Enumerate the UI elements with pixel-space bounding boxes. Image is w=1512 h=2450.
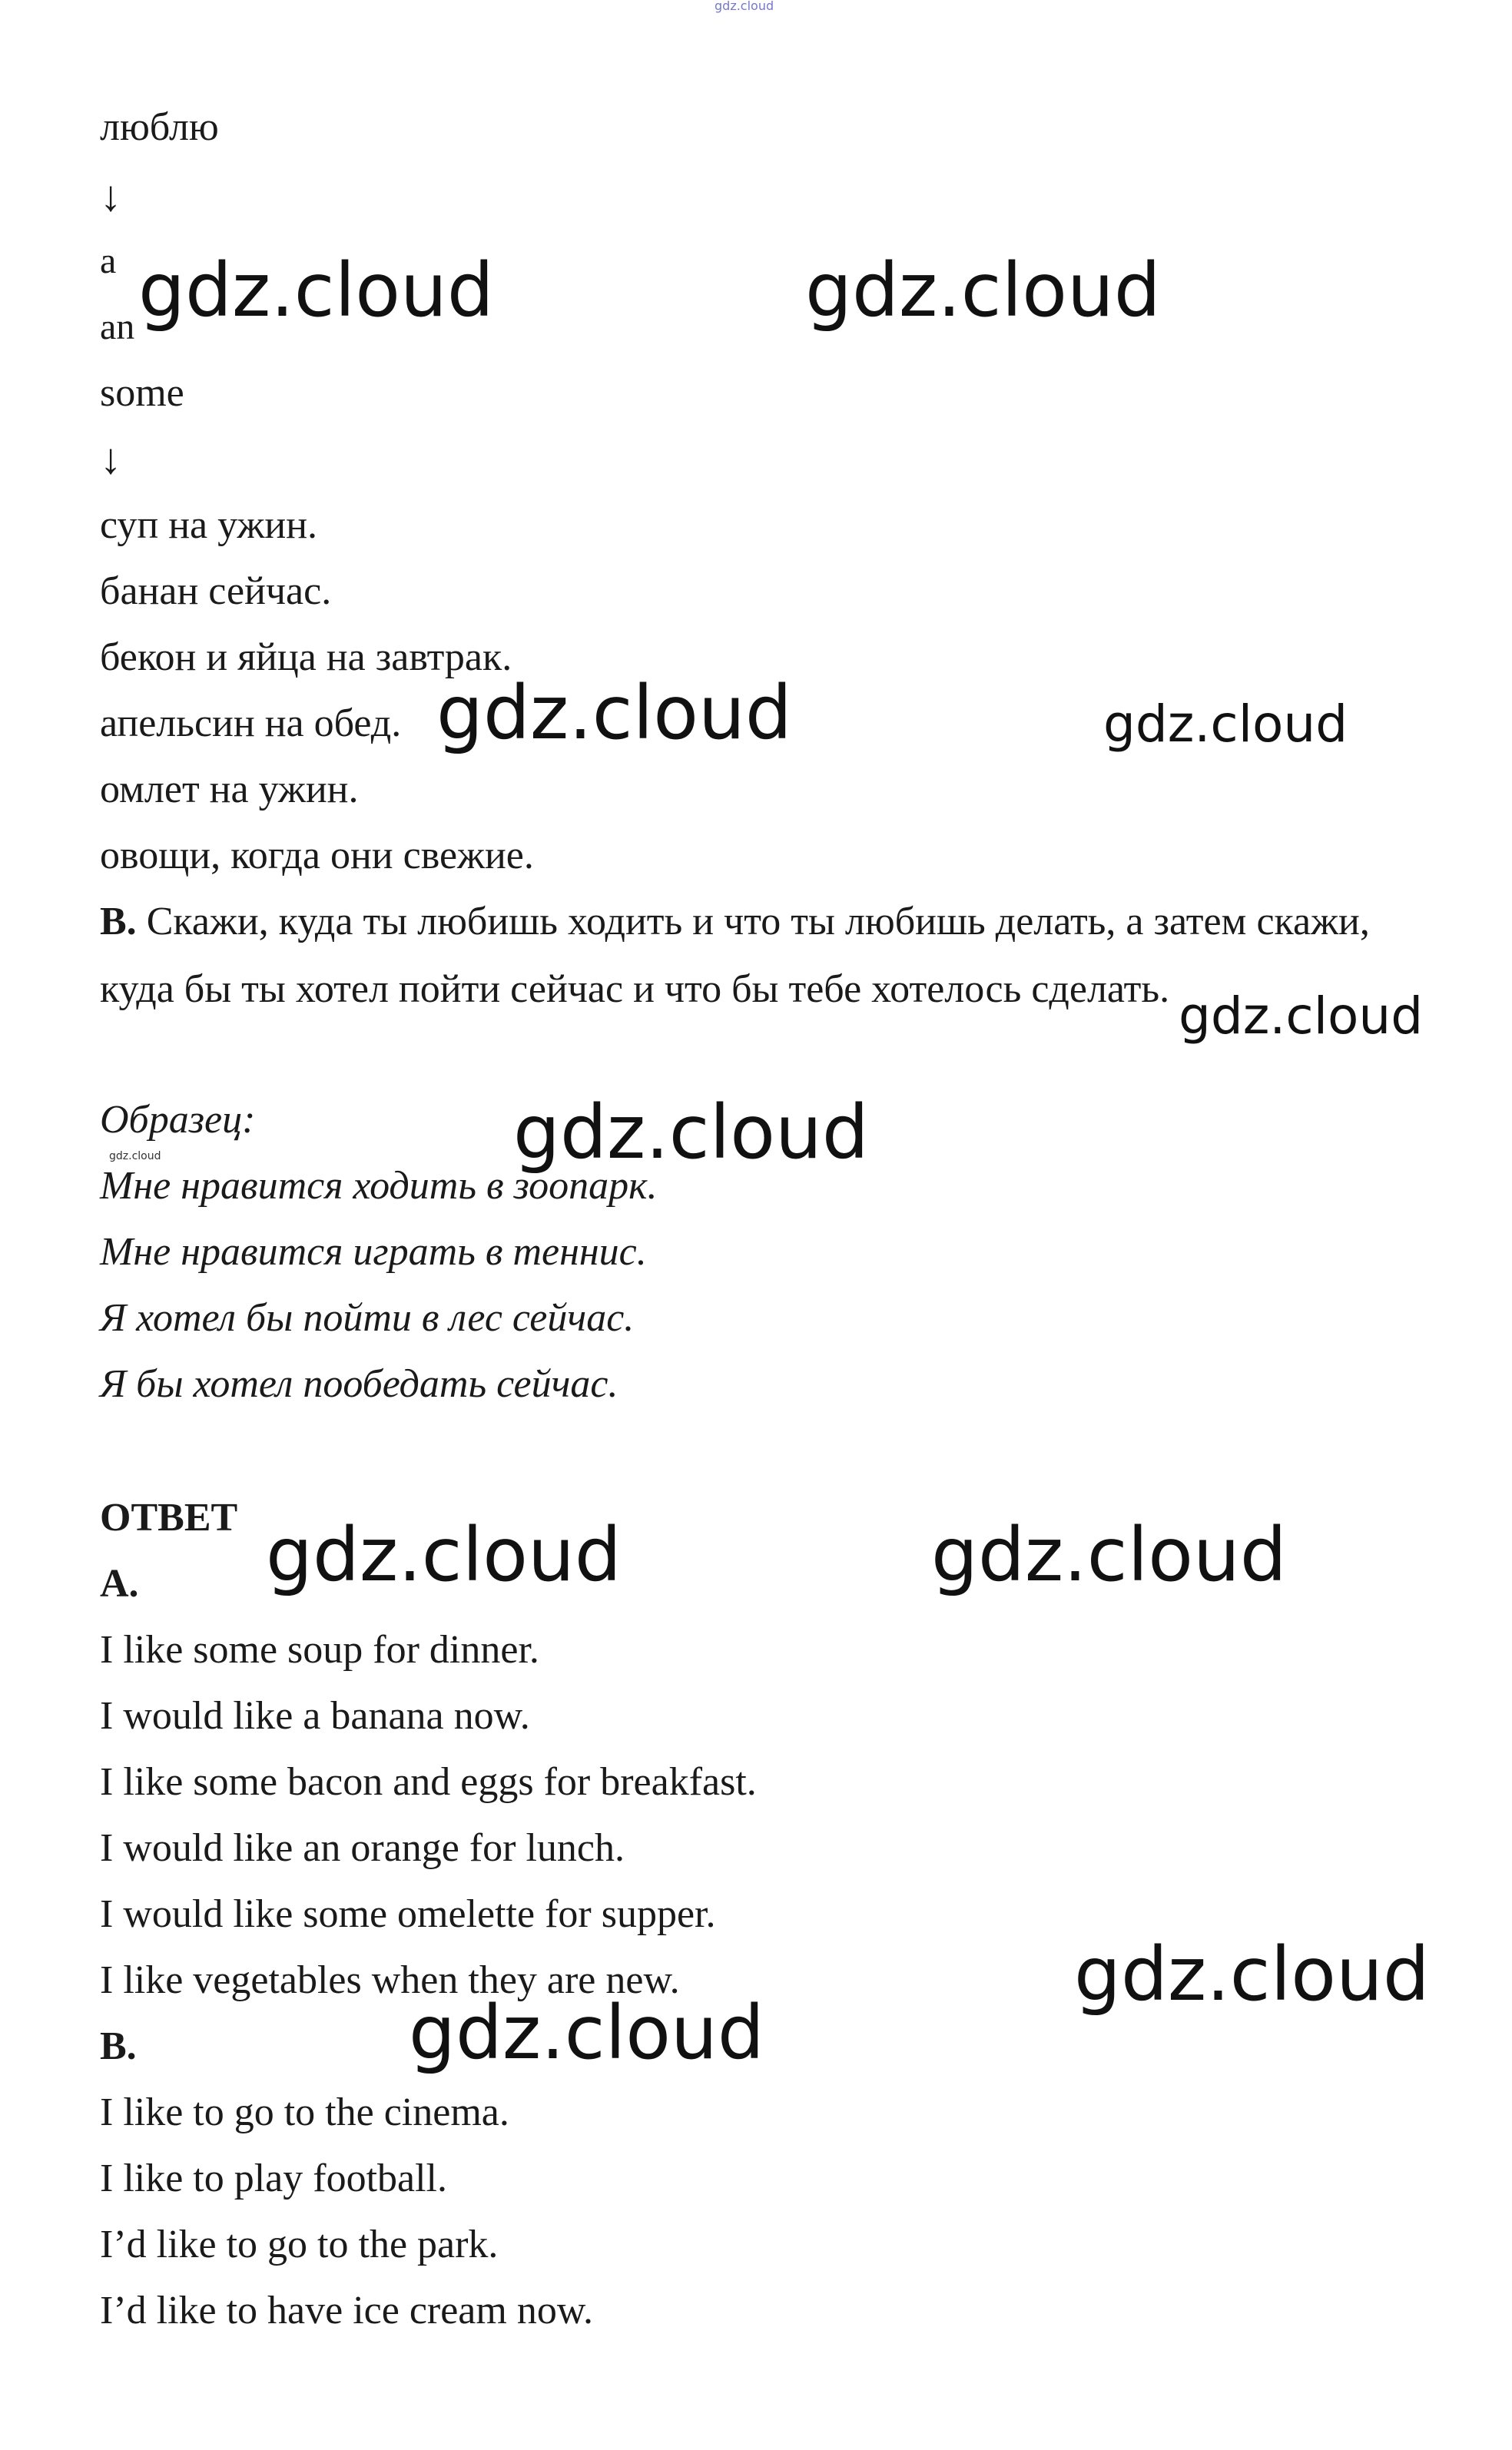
watermark-top: gdz.cloud [715,0,774,13]
sample-line-2: Мне нравится играть в теннис. [100,1230,647,1274]
arrow-down-icon-2: ↓ [100,436,121,483]
answer-b-line-4: I’d like to have ice cream now. [100,2289,594,2332]
answer-b-line-2: I like to play football. [100,2157,448,2200]
answer-b-line-3: I’d like to go to the park. [100,2223,499,2266]
answer-b-line-1: I like to go to the cinema. [100,2090,509,2134]
watermark: gdz.cloud [436,670,792,756]
sample-line-1: Мне нравится ходить в зоопарк. [100,1164,658,1208]
watermark: gdz.cloud [513,1089,869,1175]
answer-a-line-1: I like some soup for dinner. [100,1628,539,1672]
phrase-3: бекон и яйца на завтрак. [100,635,512,679]
watermark: gdz.cloud [1103,695,1348,754]
phrase-1: суп на ужин. [100,503,318,547]
phrase-2: банан сейчас. [100,569,332,613]
answer-a-line-6: I like vegetables when they are new. [100,1958,680,2002]
watermark: gdz.cloud [138,247,494,333]
watermark: gdz.cloud [409,1990,764,2076]
watermark: gdz.cloud [266,1512,622,1598]
watermark: gdz.cloud [805,247,1161,333]
arrow-down-icon: ↓ [100,173,121,220]
sample-label: Образец: [100,1098,256,1142]
answer-a-line-5: I would like some omelette for supper. [100,1892,716,1936]
answer-a-line-3: I like some bacon and eggs for breakfast. [100,1760,757,1804]
watermark: gdz.cloud [1179,986,1424,1046]
article-some: some [100,371,184,415]
sample-line-4: Я бы хотел пообедать сейчас. [100,1362,618,1406]
watermark: gdz.cloud [931,1512,1287,1598]
watermark-small: gdz.cloud [109,1150,161,1162]
phrase-6: овощи, когда они свежие. [100,834,534,877]
word-lublu: люблю [100,105,219,149]
answer-a-line-2: I would like a banana now. [100,1694,530,1738]
article-a: a [100,240,117,281]
phrase-5: омлет на ужин. [100,767,359,811]
sample-line-3: Я хотел бы пойти в лес сейчас. [100,1296,635,1340]
answer-part-a-label: A. [100,1562,139,1606]
answer-part-b-label: B. [100,2024,137,2068]
watermark: gdz.cloud [1074,1931,1430,2017]
section-b-instruction: Скажи, куда ты любишь ходить и что ты любишь делать, а затем скажи, куда бы ты хотел пойти сейчас и что бы тебе хотелось сделать. [100,900,1370,1011]
answer-a-line-4: I would like an orange for lunch. [100,1826,625,1870]
answer-heading: ОТВЕТ [100,1496,238,1540]
phrase-4: апельсин на обед. [100,701,402,745]
article-an: an [100,307,135,347]
section-b-label: B. [100,900,137,943]
